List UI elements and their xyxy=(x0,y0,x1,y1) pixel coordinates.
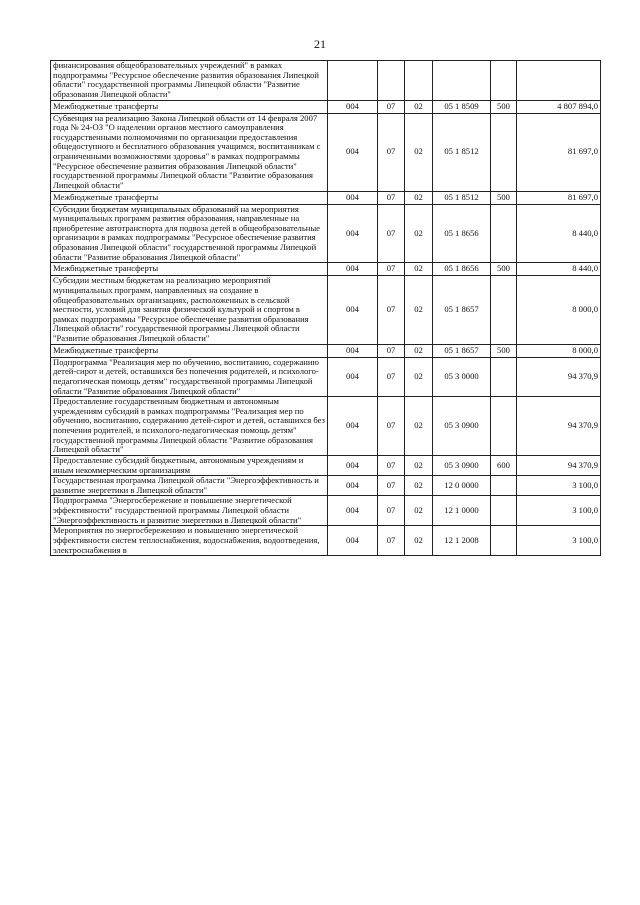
cell-subsection-code: 02 xyxy=(405,204,433,263)
cell-expense-type xyxy=(491,526,517,556)
cell-subsection-code: 02 xyxy=(405,276,433,344)
cell-section-code: 07 xyxy=(378,357,405,397)
cell-expense-type: 500 xyxy=(491,344,517,357)
cell-subsection-code: 02 xyxy=(405,344,433,357)
cell-ministry-code xyxy=(328,61,378,101)
cell-subsection-code xyxy=(405,61,433,101)
row-name: Предоставление субсидий бюджетным, автономным учреждениям и иным некоммерческим организациям xyxy=(51,455,328,475)
cell-expense-type xyxy=(491,476,517,496)
cell-ministry-code: 004 xyxy=(328,100,378,113)
cell-section-code: 07 xyxy=(378,263,405,276)
cell-target-article: 05 1 8656 xyxy=(433,263,491,276)
cell-subsection-code: 02 xyxy=(405,357,433,397)
cell-amount: 3 100,0 xyxy=(517,526,601,556)
table-row xyxy=(51,204,601,263)
cell-section-code: 07 xyxy=(378,397,405,456)
cell-ministry-code: 004 xyxy=(328,113,378,191)
cell-expense-type xyxy=(491,397,517,456)
cell-amount: 94 370,9 xyxy=(517,455,601,475)
cell-ministry-code: 004 xyxy=(328,476,378,496)
cell-amount: 81 697,0 xyxy=(517,191,601,204)
cell-expense-type xyxy=(491,357,517,397)
cell-amount: 81 697,0 xyxy=(517,113,601,191)
cell-subsection-code: 02 xyxy=(405,263,433,276)
row-name: Государственная программа Липецкой области "Энергоэффективность и развитие энергетики в Липецкой области" xyxy=(51,476,328,496)
cell-target-article: 05 3 0000 xyxy=(433,357,491,397)
cell-amount: 8 440,0 xyxy=(517,204,601,263)
row-name: Мероприятия по энергосбережению и повышению энергетической эффективности систем теплоснабжения, водоснабжения, водоотведения, электроснабжения в xyxy=(51,526,328,556)
cell-ministry-code: 004 xyxy=(328,526,378,556)
cell-target-article: 05 1 8509 xyxy=(433,100,491,113)
row-name: Предоставление государственным бюджетным и автономным учреждениям субсидий в рамках подпрограммы "Реализация мер по обучению, воспитанию, содержанию детей-сирот и детей, оставшихся без попечения родителей, и психолого-педагогическая помощь детям" государственной программы Липецкой области "Развитие образования Липецкой области" xyxy=(51,397,328,456)
cell-expense-type xyxy=(491,496,517,526)
cell-subsection-code: 02 xyxy=(405,397,433,456)
row-name: Субсидии местным бюджетам на реализацию мероприятий муниципальных программ, направленных на создание в общеобразовательных организациях, расположенных в сельской местности, условий для занятия физической культурой и спортом в рамках подпрограммы "Ресурсное обеспечение развития образования Липецкой области" государственной программы Липецкой области "Развитие образования Липецкой области" xyxy=(51,276,328,344)
cell-ministry-code: 004 xyxy=(328,496,378,526)
table-row xyxy=(51,496,601,526)
row-name: Подпрограмма "Реализация мер по обучению, воспитанию, содержанию детей-сирот и детей, оставшихся без попечения родителей, и психолого-педагогическая помощь детям" государственной программы Липецкой области "Развитие образования Липецкой области" xyxy=(51,357,328,397)
table-row xyxy=(51,191,601,204)
row-name: Межбюджетные трансферты xyxy=(51,191,328,204)
row-name: Подпрограмма "Энергосбережение и повышение энергетической эффективности" государственной программы Липецкой области "Энергоэффективность и развитие энергетики в Липецкой области" xyxy=(51,496,328,526)
budget-table xyxy=(50,60,601,556)
cell-subsection-code: 02 xyxy=(405,526,433,556)
cell-target-article: 05 3 0900 xyxy=(433,397,491,456)
cell-section-code: 07 xyxy=(378,526,405,556)
cell-target-article: 05 1 8656 xyxy=(433,204,491,263)
cell-target-article: 12 1 2008 xyxy=(433,526,491,556)
cell-amount: 8 440,0 xyxy=(517,263,601,276)
cell-ministry-code: 004 xyxy=(328,263,378,276)
cell-target-article: 05 1 8657 xyxy=(433,344,491,357)
cell-section-code: 07 xyxy=(378,276,405,344)
table-row xyxy=(51,476,601,496)
cell-ministry-code: 004 xyxy=(328,344,378,357)
table-row xyxy=(51,113,601,191)
table-row xyxy=(51,357,601,397)
cell-section-code: 07 xyxy=(378,204,405,263)
cell-section-code xyxy=(378,61,405,101)
cell-ministry-code: 004 xyxy=(328,455,378,475)
cell-subsection-code: 02 xyxy=(405,455,433,475)
cell-expense-type: 500 xyxy=(491,100,517,113)
table-row xyxy=(51,526,601,556)
cell-amount: 94 370,9 xyxy=(517,357,601,397)
cell-target-article xyxy=(433,61,491,101)
cell-subsection-code: 02 xyxy=(405,191,433,204)
cell-section-code: 07 xyxy=(378,344,405,357)
cell-expense-type xyxy=(491,276,517,344)
cell-ministry-code: 004 xyxy=(328,276,378,344)
cell-section-code: 07 xyxy=(378,476,405,496)
cell-target-article: 05 1 8512 xyxy=(433,113,491,191)
cell-amount: 3 100,0 xyxy=(517,496,601,526)
cell-ministry-code: 004 xyxy=(328,397,378,456)
cell-subsection-code: 02 xyxy=(405,100,433,113)
table-row xyxy=(51,397,601,456)
table-row xyxy=(51,61,601,101)
row-name: Межбюджетные трансферты xyxy=(51,344,328,357)
table-row xyxy=(51,455,601,475)
row-name: Межбюджетные трансферты xyxy=(51,263,328,276)
cell-ministry-code: 004 xyxy=(328,357,378,397)
cell-section-code: 07 xyxy=(378,113,405,191)
cell-target-article: 12 0 0000 xyxy=(433,476,491,496)
row-name: Межбюджетные трансферты xyxy=(51,100,328,113)
table-row xyxy=(51,344,601,357)
row-name: финансирования общеобразовательных учреждений" в рамках подпрограммы "Ресурсное обеспечение развития образования Липецкой области" государственной программы Липецкой области "Развитие образования Липецкой области" xyxy=(51,61,328,101)
cell-expense-type xyxy=(491,204,517,263)
table-row xyxy=(51,276,601,344)
cell-target-article: 12 1 0000 xyxy=(433,496,491,526)
cell-target-article: 05 3 0900 xyxy=(433,455,491,475)
cell-amount: 3 100,0 xyxy=(517,476,601,496)
table-row xyxy=(51,263,601,276)
cell-expense-type: 500 xyxy=(491,191,517,204)
cell-subsection-code: 02 xyxy=(405,113,433,191)
cell-expense-type: 500 xyxy=(491,263,517,276)
cell-expense-type xyxy=(491,113,517,191)
row-name: Субвенция на реализацию Закона Липецкой области от 14 февраля 2007 года № 24-ОЗ "О наделении органов местного самоуправления государственными полномочиями по организации предоставления общедоступного и бесплатного образования учащимся, воспитанникам с ограниченными возможностями здоровья" в рамках подпрограммы "Ресурсное обеспечение развития образования Липецкой области" государственной программы Липецкой области "Развитие образования Липецкой области" xyxy=(51,113,328,191)
cell-subsection-code: 02 xyxy=(405,496,433,526)
cell-target-article: 05 1 8512 xyxy=(433,191,491,204)
cell-expense-type xyxy=(491,61,517,101)
cell-section-code: 07 xyxy=(378,496,405,526)
cell-amount: 8 000,0 xyxy=(517,344,601,357)
cell-amount: 8 000,0 xyxy=(517,276,601,344)
table-row xyxy=(51,100,601,113)
page-number: 21 xyxy=(314,37,326,51)
budget-table-container xyxy=(50,60,600,556)
cell-section-code: 07 xyxy=(378,455,405,475)
cell-section-code: 07 xyxy=(378,191,405,204)
row-name: Субсидии бюджетам муниципальных образований на мероприятия муниципальных программ развития образования, направленные на приобретение автотранспорта для подвоза детей в общеобразовательные организации в рамках подпрограммы "Ресурсное обеспечение развития образования Липецкой области" государственной программы Липецкой области "Развитие образования Липецкой области" xyxy=(51,204,328,263)
cell-amount xyxy=(517,61,601,101)
cell-section-code: 07 xyxy=(378,100,405,113)
cell-ministry-code: 004 xyxy=(328,191,378,204)
cell-subsection-code: 02 xyxy=(405,476,433,496)
cell-target-article: 05 1 8657 xyxy=(433,276,491,344)
cell-ministry-code: 004 xyxy=(328,204,378,263)
cell-amount: 94 370,9 xyxy=(517,397,601,456)
cell-amount: 4 807 894,0 xyxy=(517,100,601,113)
cell-expense-type: 600 xyxy=(491,455,517,475)
